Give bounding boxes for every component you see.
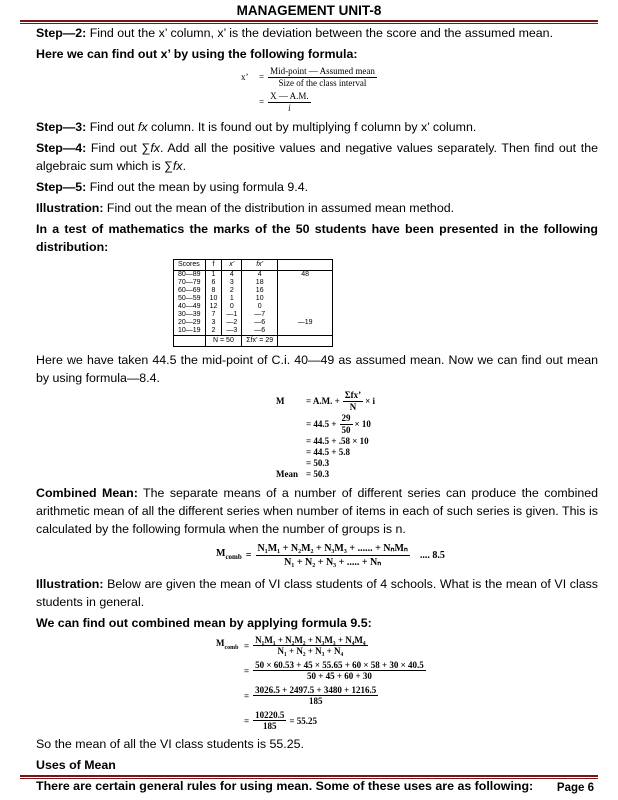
page [20,0,598,800]
page-content [36,24,598,798]
table-total-row: N = 50 Σfx’ = 29 [174,336,333,347]
distribution-table [173,259,333,347]
table-row: 70—79 6 3 18 [174,279,333,287]
combined-mean-para: Combined Mean: The separate means of a number of different series can produce the combined arithmetic mean of all the different series when number of items in each of such series is given. This is calculated by the following formula when the number of groups is n. [36,486,598,536]
table-row: 50—59 10 1 10 [174,295,333,303]
page-header: MANAGEMENT UNIT-8 [236,3,382,18]
step-5: Step—5: Find out the mean by using formula 9.4. [36,180,309,194]
uses-intro: There are certain general rules for using mean. Some of these uses are as following: [36,779,534,793]
table-row: 80—89 1 4 4 48 [174,271,333,280]
step-2: Step—2: Find out the x’ column, x’ is the deviation between the score and the assumed mean. [36,26,554,40]
table-row: 30—39 7 —1 —7 [174,311,333,319]
table-header-row: Scores f x’ fx’ [174,260,333,271]
page-number: Page 6 [556,782,594,794]
footer-rule-thin [20,778,598,779]
uses-heading: Uses of Mean [36,758,116,772]
footer-rule [20,775,598,777]
header-rule [20,20,598,22]
para-assumed-mean: Here we have taken 44.5 the mid-point of C.i. 40—49 as assumed mean. Now we can find out mean by using formula—8.4. [36,353,598,385]
step-3: Step—3: Find out fx column. It is found out by multiplying f column by x’ column. [36,120,477,134]
conclusion: So the mean of all the VI class students is 55.25. [36,737,304,751]
illustration-1: Illustration: Find out the mean of the distribution in assumed mean method. [36,201,455,215]
formula-x: x’ = $\frac{\text{Mid-point — Assumed mean}}{\text{Size of the class interval}}$ = $\frac{X — A.M.}{i}$ [241,66,375,113]
table-row: 10—19 2 —3 —6 [174,327,333,336]
formula-intro-2: We can find out combined mean by applying formula 9.5: [36,616,372,630]
mean-calculation: M = A.M. + $\frac{\text{Σfx’}}{N}$ × i = 44.5 + $\frac{29}{50}$ × 10 = 44.5 + .58 × 10 = 44.5 + 5.8 = 50.3 Mean = 50.3 [276,390,376,479]
formula-intro: Here we can find out x’ by using the following formula: [36,47,358,61]
question-1: In a test of mathematics the marks of the 50 students have been presented in the following distribution: [36,222,598,254]
table-row: 60—69 8 2 16 [174,287,333,295]
combined-calculation: $M_{comb}$ = $\frac{\text{N₁M₁ + N₂M₂ + N₃M₃ + N₄M₄}}{\text{N₁ + N₂ + N₃ + N₄}}$ = $\frac{50 \times 60.53 + 45 \times 55.65 + 60 \times 58 + 30 \times 40.5}{50 + 45 + 60 + 30}$ = $\frac{3026.5 + 2497.5 + 3480 + 1216.5}{185}$ = $\frac{10220.5}{185}$ = 55.25 [216,635,424,731]
illustration-2: Illustration: Below are given the mean of VI class students of 4 schools. What is the mean of VI class students in general. [36,577,598,609]
table-row: 40—49 12 0 0 [174,303,333,311]
formula-combined: $M_{comb}$ = $\frac{\text{N₁M₁ + N₂M₂ + N₃M₃ + ...... + NₙMₙ}}{\text{N₁ + N₂ + N₃ + ..... + Nₙ}}$ .... 8.5 [216,543,445,568]
step-4: Step—4: Find out ∑fx. Add all the positive values and negative values separately. Then find out the algebraic sum which is ∑fx. [36,141,598,173]
table-row: 20—29 3 —2 —6 —19 [174,319,333,327]
